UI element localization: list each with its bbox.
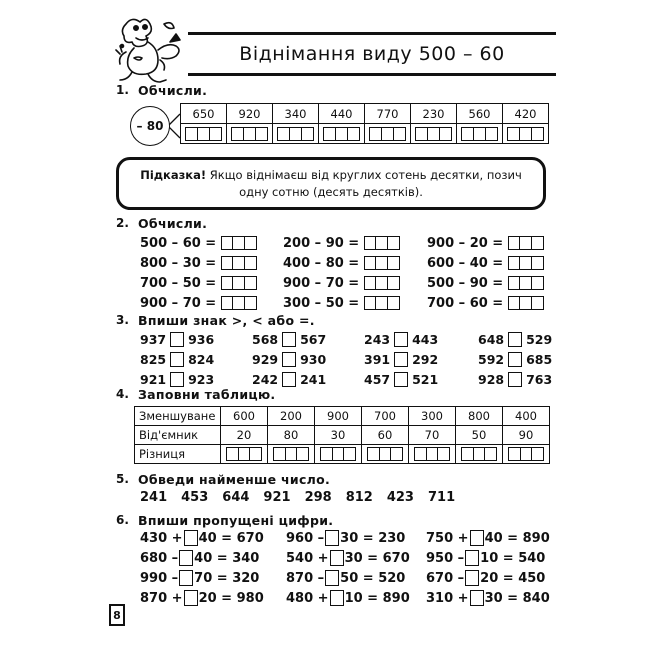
subtrahend-cell: 70	[409, 426, 456, 445]
answer-box[interactable]	[347, 127, 360, 141]
task-1-value-cell: 440	[319, 104, 365, 124]
subtraction-exercise	[140, 234, 257, 252]
right-number: 930	[300, 352, 327, 367]
left-number: 928	[478, 372, 505, 387]
missing-digit-exercise	[140, 589, 264, 607]
right-number: 936	[188, 332, 215, 347]
exercise-text: 500 – 60 =	[140, 235, 217, 251]
answer-box[interactable]	[531, 236, 544, 250]
left-number: 457	[364, 372, 391, 387]
title-rule-bottom	[188, 73, 556, 76]
answer-box[interactable]	[531, 127, 544, 141]
difference-cell[interactable]	[362, 445, 409, 464]
exercise-text: 200 – 90 =	[283, 235, 360, 251]
right-number: 824	[188, 352, 215, 367]
answer-box[interactable]	[343, 447, 356, 461]
sign-box[interactable]	[282, 372, 296, 387]
digit-box[interactable]	[330, 550, 344, 566]
answer-box[interactable]	[209, 127, 222, 141]
minuend-cell: 900	[315, 407, 362, 426]
subtrahend-cell: 80	[268, 426, 315, 445]
subtraction-exercise	[283, 294, 400, 312]
digit-box[interactable]	[179, 570, 193, 586]
missing-digit-exercise	[286, 549, 410, 567]
hint-box	[116, 157, 546, 210]
subtraction-exercise	[427, 254, 544, 272]
answer-box[interactable]	[531, 296, 544, 310]
sign-box[interactable]	[282, 352, 296, 367]
exercise-text: 600 – 40 =	[427, 255, 504, 271]
minuend-cell: 200	[268, 407, 315, 426]
left-number: 242	[252, 372, 279, 387]
exercise-right: 40 = 340	[194, 550, 260, 566]
answer-box[interactable]	[301, 127, 314, 141]
exercise-text: 500 – 90 =	[427, 275, 504, 291]
exercise-left: 430 +	[140, 530, 183, 546]
exercise-text: 700 – 50 =	[140, 275, 217, 291]
exercise-left: 960 –	[286, 530, 325, 546]
left-number: 825	[140, 352, 167, 367]
subtrahend-cell: 20	[221, 426, 268, 445]
missing-digit-exercise	[286, 569, 405, 587]
missing-digit-exercise	[140, 569, 259, 587]
subtraction-exercise	[283, 274, 400, 292]
exercise-text: 400 – 80 =	[283, 255, 360, 271]
subtraction-exercise	[427, 274, 544, 292]
comparison-item	[140, 330, 214, 349]
task-5-number: 5.	[116, 472, 129, 486]
row-header: Зменшуване	[135, 407, 221, 426]
operator-circle: – 80	[130, 106, 170, 146]
missing-digit-exercise	[426, 569, 545, 587]
subtrahend-cell: 90	[503, 426, 550, 445]
difference-cell[interactable]	[503, 445, 550, 464]
comparison-item	[252, 350, 326, 369]
missing-digit-exercise	[286, 589, 410, 607]
comparison-item	[364, 370, 438, 389]
left-number: 648	[478, 332, 505, 347]
task-6-label: Впиши пропущені цифри.	[138, 513, 334, 528]
difference-cell[interactable]	[221, 445, 268, 464]
answer-box[interactable]	[390, 447, 403, 461]
exercise-text: 800 – 30 =	[140, 255, 217, 271]
answer-box[interactable]	[387, 276, 400, 290]
task-1-answer-cell[interactable]	[457, 124, 503, 144]
minuend-cell: 700	[362, 407, 409, 426]
exercise-left: 480 +	[286, 590, 329, 606]
comparison-item	[140, 350, 214, 369]
sign-box[interactable]	[394, 352, 408, 367]
sign-box[interactable]	[282, 332, 296, 347]
hint-title: Підказка!	[140, 167, 207, 182]
answer-box[interactable]	[387, 256, 400, 270]
subtraction-exercise	[427, 294, 544, 312]
task-4-table	[134, 406, 550, 464]
task-4-label: Заповни таблицю.	[138, 387, 276, 402]
missing-digit-exercise	[426, 549, 545, 567]
number-option[interactable]: 453	[181, 490, 209, 505]
task-1-number: 1.	[116, 83, 129, 97]
difference-cell[interactable]	[268, 445, 315, 464]
exercise-right: 50 = 520	[340, 570, 406, 586]
number-option[interactable]: 711	[427, 490, 456, 505]
exercise-left: 540 +	[286, 550, 329, 566]
exercise-text: 900 – 70 =	[140, 295, 217, 311]
right-number: 529	[526, 332, 553, 347]
exercise-left: 680 –	[140, 550, 179, 566]
missing-digit-exercise	[426, 589, 550, 607]
answer-box[interactable]	[484, 447, 497, 461]
left-number: 568	[252, 332, 279, 347]
task-1-value-cell: 560	[457, 104, 503, 124]
number-option[interactable]: 644	[222, 490, 250, 505]
left-number: 921	[140, 372, 167, 387]
exercise-right: 70 = 320	[194, 570, 260, 586]
digit-box[interactable]	[465, 570, 479, 586]
digit-box[interactable]	[325, 570, 339, 586]
task-3-number: 3.	[116, 313, 129, 327]
task-1-answer-cell[interactable]	[319, 124, 365, 144]
task-1-value-cell: 230	[411, 104, 457, 124]
sign-box[interactable]	[508, 352, 522, 367]
exercise-right: 10 = 890	[344, 590, 410, 606]
digit-box[interactable]	[184, 590, 198, 606]
subtrahend-cell: 30	[315, 426, 362, 445]
task-1-value-cell: 650	[181, 104, 227, 124]
sign-box[interactable]	[394, 332, 408, 347]
subtraction-exercise	[140, 294, 257, 312]
exercise-left: 950 –	[426, 550, 465, 566]
number-option[interactable]: 921	[263, 490, 291, 505]
title-rule-top	[188, 32, 556, 35]
exercise-right: 30 = 230	[340, 530, 406, 546]
missing-digit-exercise	[140, 549, 259, 567]
subtraction-exercise	[140, 274, 257, 292]
digit-box[interactable]	[184, 530, 198, 546]
sign-box[interactable]	[394, 372, 408, 387]
answer-box[interactable]	[244, 236, 257, 250]
minuend-cell: 600	[221, 407, 268, 426]
subtrahend-cell: 50	[456, 426, 503, 445]
left-number: 243	[364, 332, 391, 347]
task-5-numbers	[140, 490, 455, 505]
exercise-left: 670 –	[426, 570, 465, 586]
task-6-number: 6.	[116, 513, 129, 527]
page-number: 8	[109, 604, 125, 626]
minuend-cell: 800	[456, 407, 503, 426]
digit-box[interactable]	[179, 550, 193, 566]
exercise-left: 870 +	[140, 590, 183, 606]
task-1-answer-cell[interactable]	[273, 124, 319, 144]
right-number: 685	[526, 352, 553, 367]
comparison-item	[478, 370, 552, 389]
comparison-item	[478, 330, 552, 349]
answer-box[interactable]	[393, 127, 406, 141]
answer-box[interactable]	[296, 447, 309, 461]
right-number: 241	[300, 372, 327, 387]
exercise-right: 40 = 670	[198, 530, 264, 546]
sign-box[interactable]	[508, 372, 522, 387]
task-5-label: Обведи найменше число.	[138, 472, 331, 487]
task-1-label: Обчисли.	[138, 83, 208, 98]
exercise-right: 20 = 450	[480, 570, 546, 586]
task-1-answer-cell[interactable]	[227, 124, 273, 144]
left-number: 937	[140, 332, 167, 347]
subtraction-exercise	[283, 254, 400, 272]
task-1-answer-cell[interactable]	[411, 124, 457, 144]
task-1-value-cell: 770	[365, 104, 411, 124]
subtrahend-cell: 60	[362, 426, 409, 445]
task-1-value-cell: 920	[227, 104, 273, 124]
number-option[interactable]: 241	[140, 490, 168, 505]
right-number: 763	[526, 372, 553, 387]
answer-box[interactable]	[387, 296, 400, 310]
digit-box[interactable]	[470, 590, 484, 606]
exercise-text: 300 – 50 =	[283, 295, 360, 311]
dragon-mascot-icon	[112, 12, 190, 90]
hint-text: Якщо віднімаєш від круглих сотень десятки, позич одну сотню (десять десятків).	[206, 167, 522, 199]
page-title: Віднімання виду 500 – 60	[239, 43, 505, 65]
task-1-value-cell: 340	[273, 104, 319, 124]
task-1-answer-cell[interactable]	[503, 124, 549, 144]
answer-box[interactable]	[531, 256, 544, 270]
missing-digit-exercise	[286, 529, 405, 547]
task-2-number: 2.	[116, 216, 129, 230]
task-1-answer-cell[interactable]	[365, 124, 411, 144]
answer-box[interactable]	[387, 236, 400, 250]
right-number: 923	[188, 372, 215, 387]
number-option[interactable]: 423	[386, 490, 414, 505]
exercise-right: 20 = 980	[198, 590, 264, 606]
subtraction-exercise	[427, 234, 544, 252]
exercise-left: 870 –	[286, 570, 325, 586]
digit-box[interactable]	[325, 530, 339, 546]
left-number: 391	[364, 352, 391, 367]
exercise-right: 30 = 840	[484, 590, 550, 606]
number-option[interactable]: 298	[304, 490, 332, 505]
task-1-table	[180, 103, 549, 144]
difference-cell[interactable]	[409, 445, 456, 464]
difference-cell[interactable]	[315, 445, 362, 464]
answer-box[interactable]	[531, 447, 544, 461]
exercise-right: 30 = 670	[344, 550, 410, 566]
difference-cell[interactable]	[456, 445, 503, 464]
exercise-left: 990 –	[140, 570, 179, 586]
comparison-item	[252, 330, 326, 349]
answer-box[interactable]	[244, 256, 257, 270]
exercise-text: 900 – 20 =	[427, 235, 504, 251]
right-number: 567	[300, 332, 327, 347]
answer-box[interactable]	[439, 127, 452, 141]
answer-box[interactable]	[437, 447, 450, 461]
row-header: Від'ємник	[135, 426, 221, 445]
answer-box[interactable]	[244, 296, 257, 310]
answer-box[interactable]	[249, 447, 262, 461]
answer-box[interactable]	[485, 127, 498, 141]
left-number: 592	[478, 352, 505, 367]
exercise-right: 40 = 890	[484, 530, 550, 546]
subtraction-exercise	[283, 234, 400, 252]
answer-box[interactable]	[255, 127, 268, 141]
left-number: 929	[252, 352, 279, 367]
exercise-text: 900 – 70 =	[283, 275, 360, 291]
answer-box[interactable]	[244, 276, 257, 290]
answer-box[interactable]	[531, 276, 544, 290]
exercise-text: 700 – 60 =	[427, 295, 504, 311]
comparison-item	[364, 350, 438, 369]
task-4-number: 4.	[116, 387, 129, 401]
minuend-cell: 300	[409, 407, 456, 426]
task-2-label: Обчисли.	[138, 216, 208, 231]
digit-box[interactable]	[470, 530, 484, 546]
task-1-answer-cell[interactable]	[181, 124, 227, 144]
right-number: 443	[412, 332, 439, 347]
minuend-cell: 400	[503, 407, 550, 426]
missing-digit-exercise	[140, 529, 264, 547]
sign-box[interactable]	[170, 372, 184, 387]
row-header: Різниця	[135, 445, 221, 464]
exercise-right: 10 = 540	[480, 550, 546, 566]
subtraction-exercise	[140, 254, 257, 272]
right-number: 521	[412, 372, 439, 387]
comparison-item	[364, 330, 438, 349]
sign-box[interactable]	[170, 352, 184, 367]
task-1-value-cell: 420	[503, 104, 549, 124]
right-number: 292	[412, 352, 439, 367]
sign-box[interactable]	[508, 332, 522, 347]
sign-box[interactable]	[170, 332, 184, 347]
exercise-left: 750 +	[426, 530, 469, 546]
digit-box[interactable]	[330, 590, 344, 606]
exercise-left: 310 +	[426, 590, 469, 606]
digit-box[interactable]	[465, 550, 479, 566]
missing-digit-exercise	[426, 529, 550, 547]
task-3-label: Впиши знак >, < або =.	[138, 313, 315, 328]
comparison-item	[478, 350, 552, 369]
number-option[interactable]: 812	[345, 490, 373, 505]
